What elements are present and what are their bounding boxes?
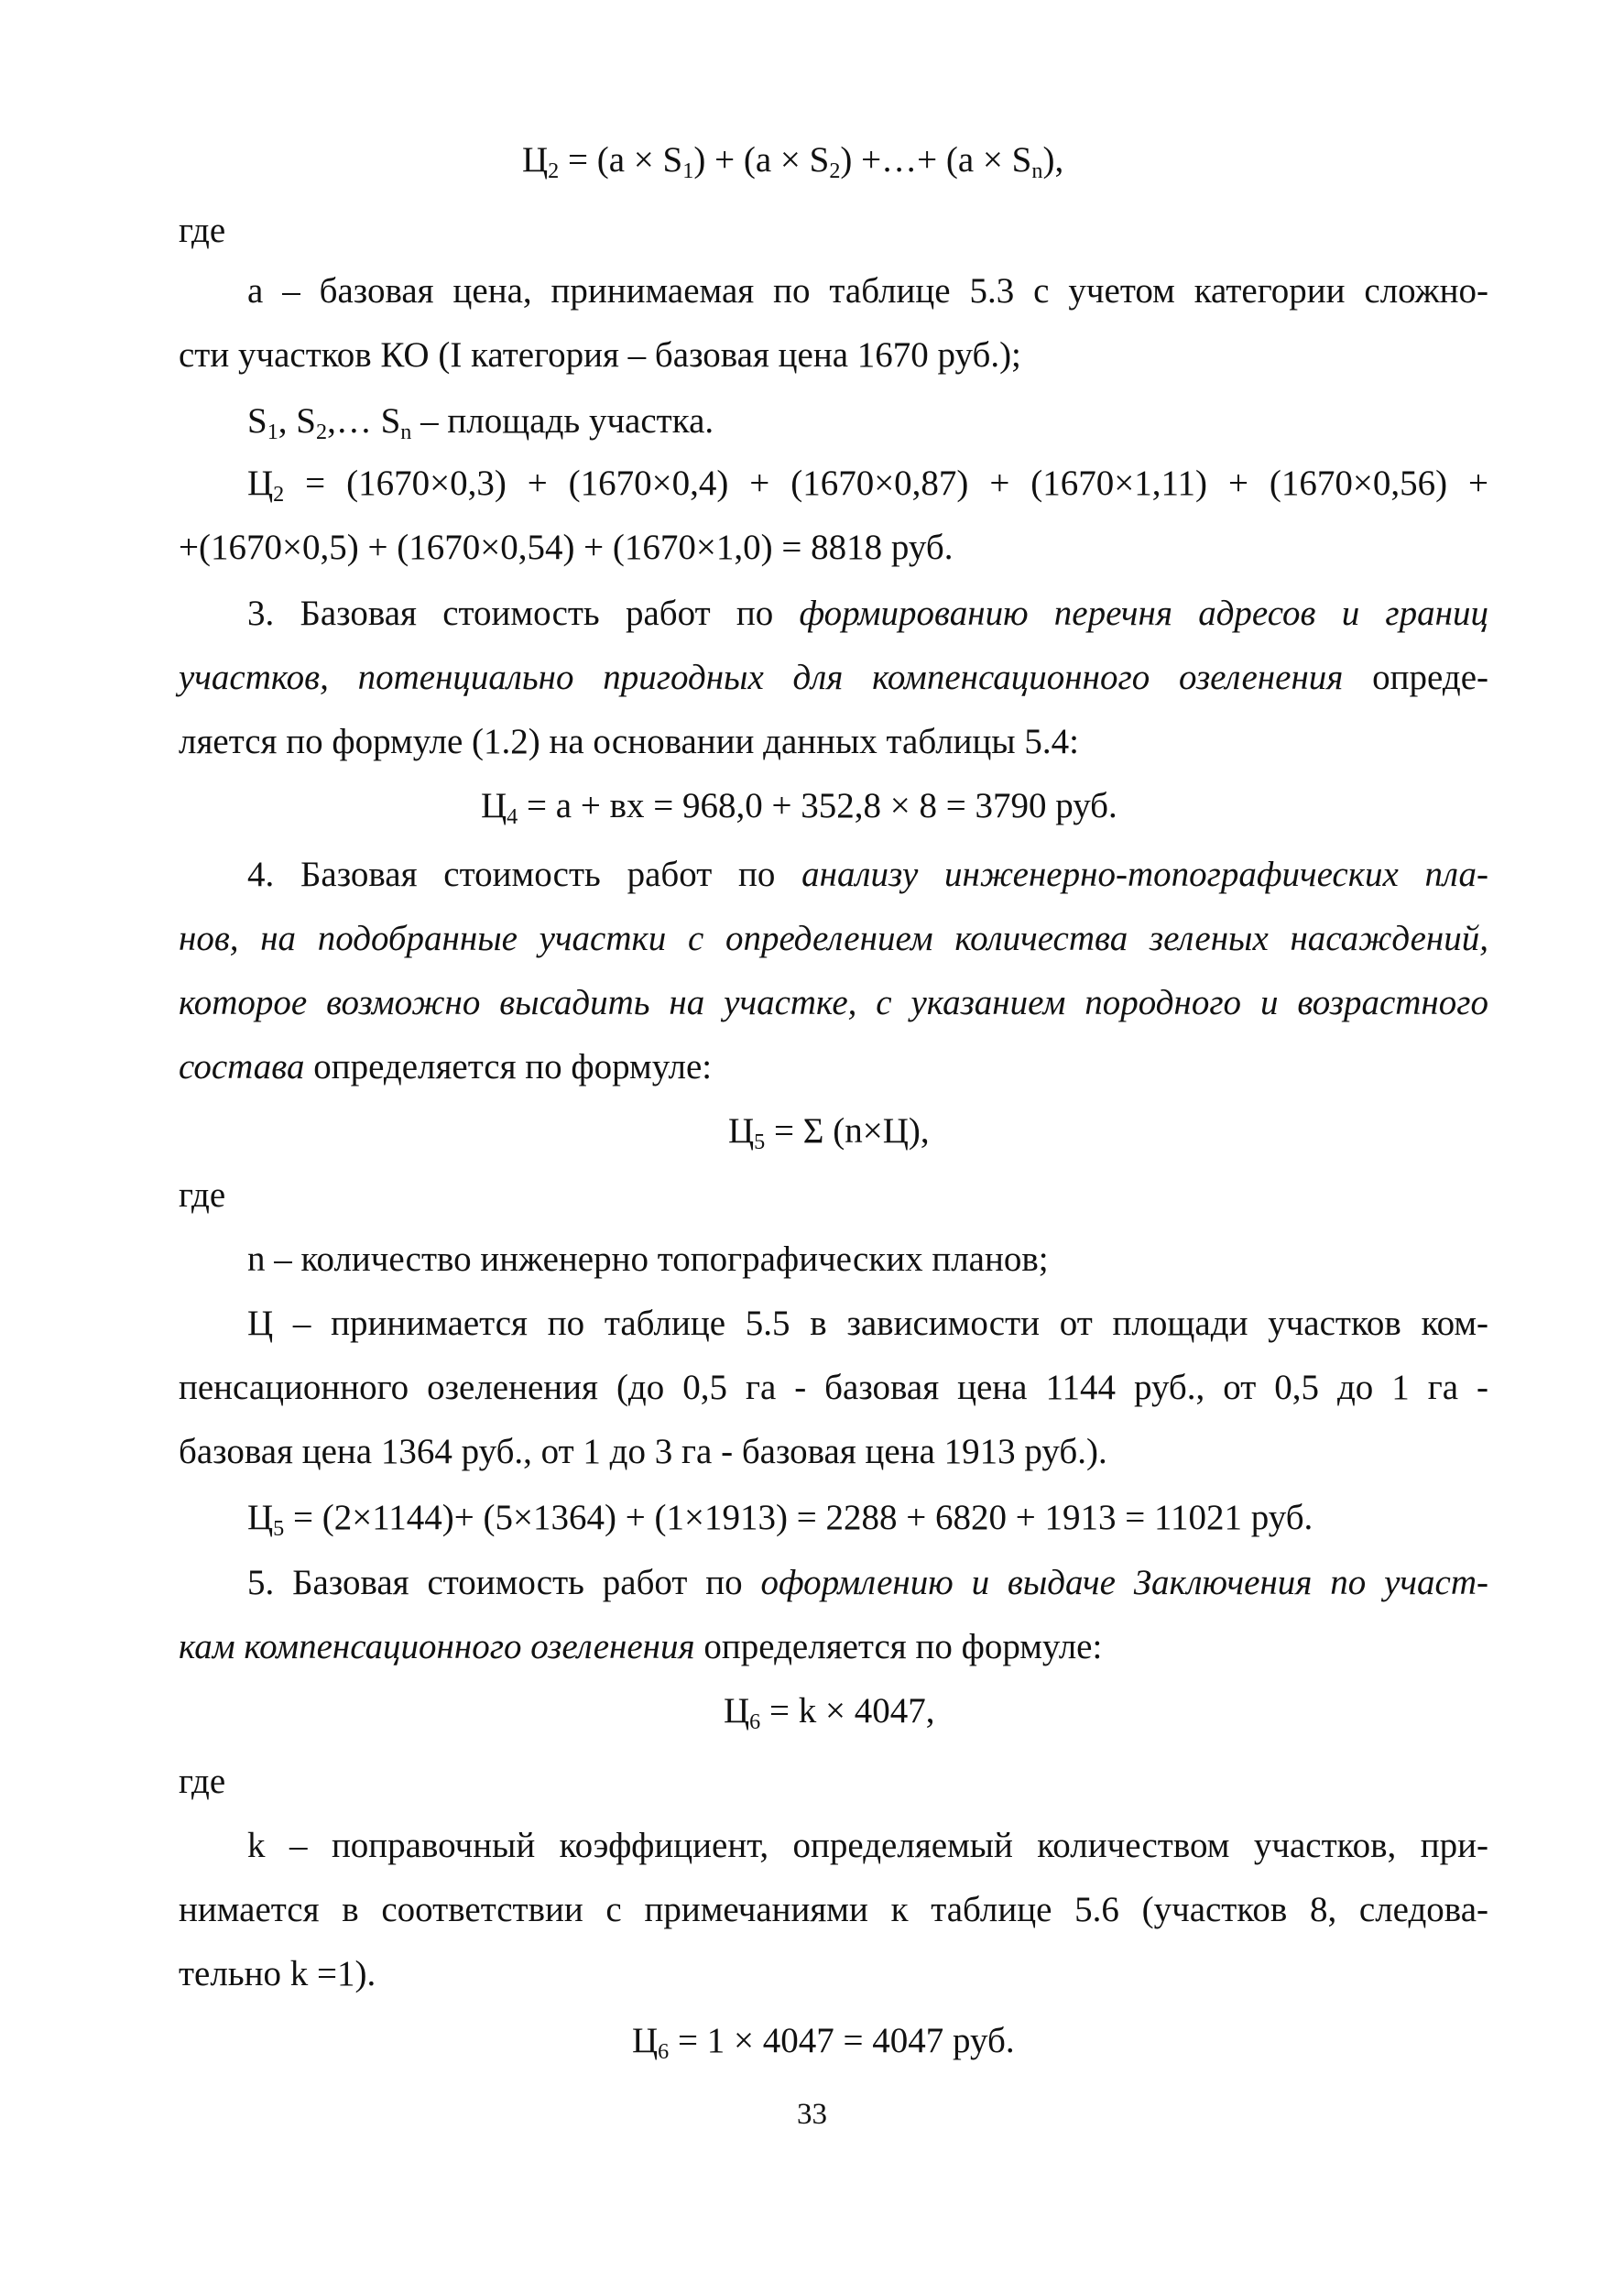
calc-c4 <box>481 786 1117 829</box>
subscript: 1 <box>682 158 694 183</box>
subscript: n <box>400 419 412 444</box>
subscript: n <box>1031 158 1043 183</box>
text: опреде- <box>1343 658 1488 697</box>
subscript: 6 <box>749 1709 761 1734</box>
formula-c6 <box>724 1691 935 1734</box>
text: Ц <box>247 1498 274 1537</box>
formula-c5 <box>728 1111 930 1154</box>
subscript: 2 <box>273 481 285 507</box>
italic-text: оформлению и выдаче Заключения по участ- <box>760 1563 1488 1602</box>
italic-text: состава <box>179 1047 305 1086</box>
c-definition-line1: Ц – принимается по таблице 5.5 в зависимости от площади участков ком- <box>247 1304 1488 1343</box>
text: 4. Базовая стоимость работ по <box>247 855 802 894</box>
text: Ц <box>632 2021 659 2060</box>
italic-text: участков, потенциально пригодных для компенсационного озеленения <box>179 658 1344 697</box>
subscript: 6 <box>658 2038 670 2064</box>
page-number: 33 <box>797 2098 827 2131</box>
calc-c5 <box>247 1498 1313 1541</box>
subscript: 2 <box>829 158 841 183</box>
formula-text: ) +…+ (a × S <box>840 140 1032 180</box>
paragraph-3-line1 <box>247 595 1488 631</box>
where-label: где <box>179 1762 226 1801</box>
formula-text: ), <box>1042 140 1064 180</box>
subscript: 4 <box>507 803 518 829</box>
paragraph-4-line1 <box>247 857 1488 892</box>
text: ,… S <box>327 401 401 441</box>
formula-text: ) + (a × S <box>693 140 830 180</box>
paragraph-4-line3: которое возможно высадить на участке, с указанием породного и возрастного <box>179 983 1488 1022</box>
text: = (2×1144)+ (5×1364) + (1×1913) = 2288 + 6820 + 1913 = 11021 руб. <box>284 1498 1313 1537</box>
calc-c6 <box>632 2021 1015 2064</box>
text: Ц <box>728 1111 755 1151</box>
subscript: 1 <box>267 419 278 444</box>
text: = (1670×0,3) + (1670×0,4) + (1670×0,87) + (1670×1,11) + (1670×0,56) + <box>284 464 1488 503</box>
text: Ц <box>724 1691 750 1731</box>
paragraph-4-line2: нов, на подобранные участки с определением количества зеленых насаждений, <box>179 919 1488 958</box>
n-definition: n – количество инженерно топографических планов; <box>247 1239 1049 1279</box>
paragraph-4-line4 <box>179 1049 712 1085</box>
italic-text: формированию перечня адресов и границ <box>799 594 1488 633</box>
k-definition-line3: тельно k =1). <box>179 1954 376 1993</box>
paragraph-3-line2 <box>179 660 1488 695</box>
paragraph-5-line1 <box>247 1565 1488 1600</box>
k-definition-line2: нимается в соответствии с примечаниями к таблице 5.6 (участков 8, следова- <box>179 1890 1488 1929</box>
c-definition-line2: пенсационного озеленения (до 0,5 га - базовая цена 1144 руб., от 0,5 до 1 га - <box>179 1368 1488 1407</box>
subscript: 5 <box>273 1515 285 1541</box>
text: 3. Базовая стоимость работ по <box>247 594 800 633</box>
italic-text: анализу инженерно-топографических пла- <box>801 855 1489 894</box>
formula-c2 <box>522 140 1064 183</box>
formula-text: = (a × S <box>559 140 683 180</box>
subscript: 2 <box>316 419 328 444</box>
text: Ц <box>481 786 507 825</box>
where-label: где <box>179 211 226 250</box>
text: определяется по формуле: <box>304 1047 713 1086</box>
c-definition-line3: базовая цена 1364 руб., от 1 до 3 га - базовая цена 1913 руб.). <box>179 1432 1107 1471</box>
where-label: где <box>179 1175 226 1215</box>
text: = k × 4047, <box>760 1691 935 1731</box>
text: , S <box>278 401 316 441</box>
formula-text: Ц <box>522 140 549 180</box>
text: = а + вх = 968,0 + 352,8 × 8 = 3790 руб. <box>518 786 1117 825</box>
text: 5. Базовая стоимость работ по <box>247 1563 761 1602</box>
calc-c2-line2: +(1670×0,5) + (1670×0,54) + (1670×1,0) = 8818 руб. <box>179 528 954 567</box>
text: S <box>247 401 267 441</box>
calc-c2-line1 <box>247 464 1488 507</box>
subscript: 2 <box>548 158 560 183</box>
paragraph-line: сти участков КО (I категория – базовая цена 1670 руб.); <box>179 335 1021 375</box>
paragraph-line: а – базовая цена, принимаемая по таблице 5.3 с учетом категории сложно- <box>247 271 1488 311</box>
subscript: 5 <box>754 1129 766 1154</box>
text: определяется по формуле: <box>694 1627 1103 1666</box>
italic-text: кам компенсационного озеленения <box>179 1627 695 1666</box>
text: = Σ (n×Ц), <box>765 1111 930 1151</box>
k-definition-line1: k – поправочный коэффициент, определяемый количеством участков, при- <box>247 1826 1488 1865</box>
text: = 1 × 4047 = 4047 руб. <box>669 2021 1015 2060</box>
text: Ц <box>247 464 274 503</box>
paragraph-5-line2 <box>179 1629 1102 1665</box>
text: – площадь участка. <box>411 401 714 441</box>
paragraph-3-line3: ляется по формуле (1.2) на основании данных таблицы 5.4: <box>179 722 1079 761</box>
s-definition <box>247 401 714 444</box>
